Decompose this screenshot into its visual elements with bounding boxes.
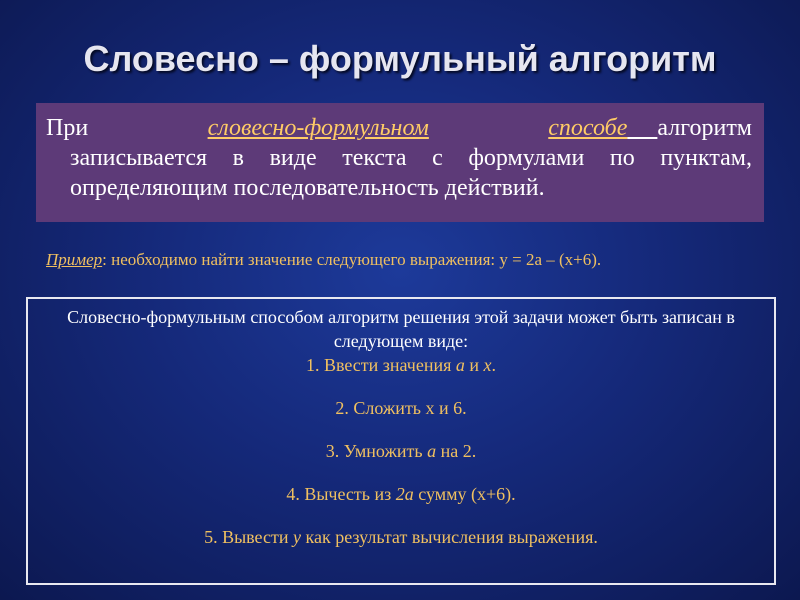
steps-intro: Словесно-формульным способом алгоритм решения этой задачи может быть записан в следующем виде: <box>67 307 735 351</box>
step-5-var-y: y <box>292 527 301 547</box>
step-5-prefix: 5. Вывести <box>204 527 293 547</box>
definition-highlight-1: словесно-формульном <box>207 115 429 141</box>
example-text: : необходимо найти значение следующего выражения: y = 2a – (x+6). <box>102 250 602 269</box>
slide-title: Словесно – формульный алгоритм <box>83 38 717 79</box>
step-3-var-a: a <box>427 441 437 461</box>
definition-word-pri: При <box>46 115 89 141</box>
step-3 <box>28 441 774 462</box>
definition-rest: записывается в виде текста с формулами по пунктам, определяющим последовательность действий. <box>70 145 752 201</box>
step-3-prefix: 3. Умножить <box>325 441 428 461</box>
underline-gap <box>627 115 657 141</box>
step-3-suffix: на 2. <box>436 441 477 461</box>
step-5 <box>28 527 774 548</box>
step-1 <box>28 355 774 376</box>
step-4 <box>28 484 774 505</box>
step-4-var-2a: 2a <box>395 484 414 504</box>
definition-highlight-2: способе <box>548 115 628 141</box>
step-1-var-x: х <box>483 355 492 375</box>
step-2: 2. Сложить х и 6. <box>335 398 467 418</box>
definition-word-algoritm: алгоритм <box>657 115 752 141</box>
step-4-suffix: сумму (х+6). <box>413 484 516 504</box>
step-1-prefix: 1. Ввести значения <box>305 355 456 375</box>
definition-first-line <box>46 113 752 143</box>
example-label: Пример <box>46 250 103 269</box>
step-1-and: и <box>464 355 484 375</box>
step-5-suffix: как результат вычисления выражения. <box>300 527 598 547</box>
example-line <box>46 250 601 270</box>
step-1-end: . <box>491 355 497 375</box>
definition-box <box>36 103 764 222</box>
step-1-var-a: а <box>455 355 465 375</box>
algorithm-steps-box <box>26 297 776 585</box>
step-4-prefix: 4. Вычесть из <box>286 484 396 504</box>
